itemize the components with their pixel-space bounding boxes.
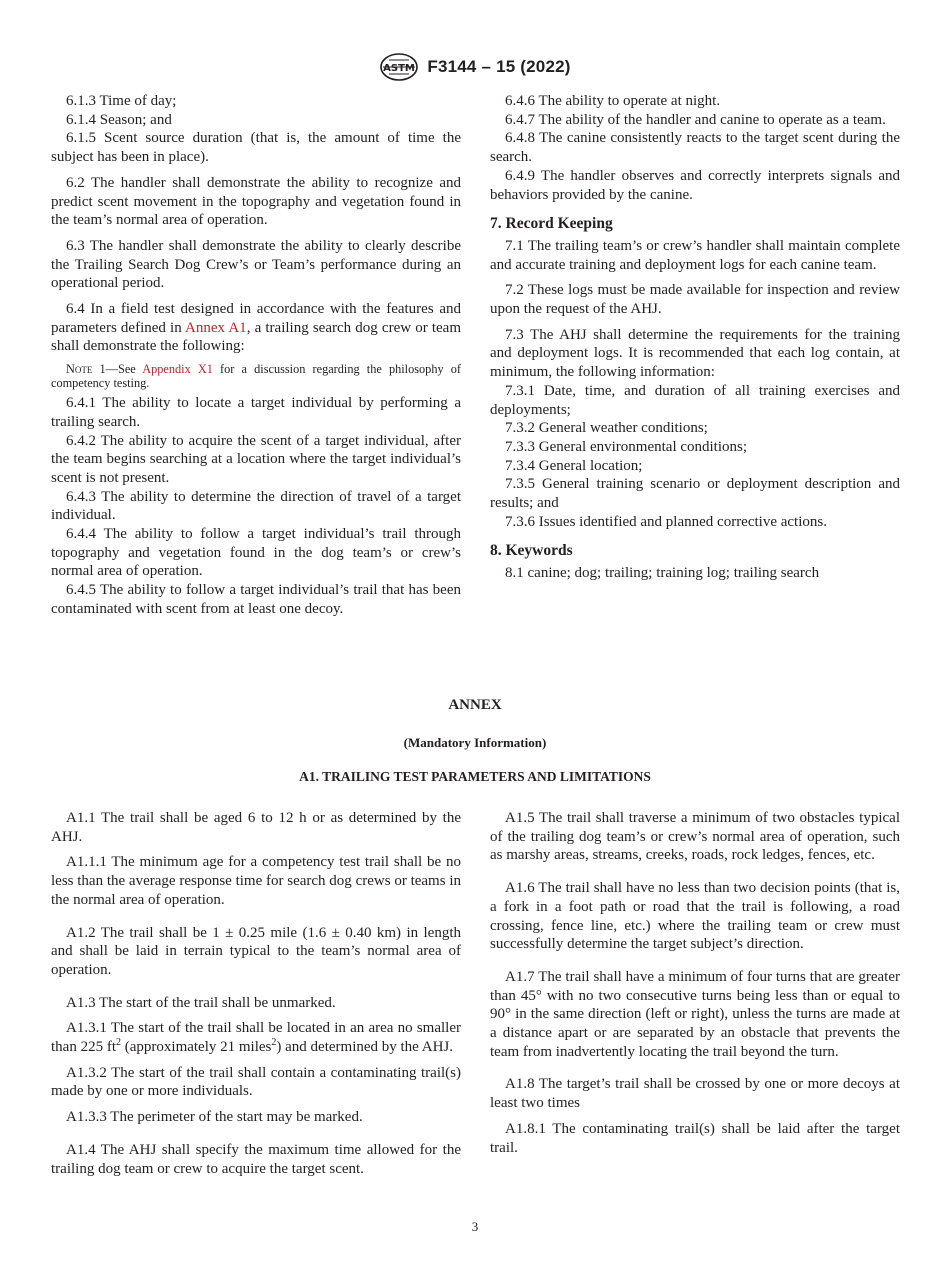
section-8-heading: 8. Keywords [490,542,573,560]
para-a1-2: A1.2 The trail shall be 1 ± 0.25 mile (1.6 ± 0.40 km) in length and shall be laid in terrain typical to the team’s normal area of operation. [51,924,461,978]
para-6-4-7: 6.4.7 The ability of the handler and canine to operate as a team. [505,111,886,128]
para-a1-8: A1.8 The target’s trail shall be crossed by one or more decoys at least two times [490,1076,900,1112]
para-7-3-5: 7.3.5 General training scenario or deployment description and results; and [490,476,900,512]
para-6-3: 6.3 The handler shall demonstrate the ability to clearly describe the Trailing Search Dog Crew’s or Team’s performance during an operational period. [51,237,461,292]
para-6-4-5: 6.4.5 The ability to follow a target individual’s trail that has been contaminated with scent from at least one decoy. [51,582,461,617]
para-7-3-3: 7.3.3 General environmental conditions; [505,438,748,455]
annex-a1-link[interactable]: Annex A1 [185,319,247,336]
para-6-4: 6.4 In a field test designed in accordance with the features and parameters defined in Annex A1, a trailing search dog crew or team shall demonstrate the following: [51,301,461,355]
para-a1-3-2: A1.3.2 The start of the trail shall contain a contaminating trail(s) made by one or more individuals. [51,1064,461,1100]
appendix-x1-link[interactable]: Appendix X1 [142,362,213,377]
para-6-4-9: 6.4.9 The handler observes and correctly interprets signals and behaviors provided by the canine. [490,167,900,203]
annex-subtitle: (Mandatory Information) [403,735,547,750]
para-7-3-6: 7.3.6 Issues identified and planned corrective actions. [505,513,827,530]
para-6-4-6: 6.4.6 The ability to operate at night. [505,93,721,109]
annex-right-column [490,809,900,1157]
left-column-upper [51,92,461,619]
astm-logo-icon [379,52,419,82]
note-1: Note 1—See Appendix X1 for a discussion regarding the philosophy of competency testing. [51,362,462,391]
para-a1-1-1: A1.1.1 The minimum age for a competency test trail shall be no less than the average response time for search dog crews or teams in the normal area of operation. [51,854,461,908]
para-a1-3: A1.3 The start of the trail shall be unmarked. [66,994,336,1011]
para-a1-4: A1.4 The AHJ shall specify the maximum time allowed for the trailing dog team or crew to acquire the target scent. [51,1141,461,1177]
para-a1-6: A1.6 The trail shall have no less than two decision points (that is, a fork in a foot path or road that the trail is following, a road crossing, fence line, etc.) where the trailing team or crew must successfully determine the target subject’s direction. [490,880,900,953]
annex-left-column [51,809,461,1178]
para-a1-7: A1.7 The trail shall have a minimum of four turns that are greater than 45° with no two consecutive turns being less than or equal to 90° in the same direction (left or right), unless the turns are made at a distance apart or are separated by an obstacle that prevents the team from inadvertently locating the trail beyond the turn. [490,968,900,1060]
right-column-upper [490,92,900,583]
annex-section-title: A1. TRAILING TEST PARAMETERS AND LIMITATIONS [299,769,651,784]
para-a1-1: A1.1 The trail shall be aged 6 to 12 h or as determined by the AHJ. [51,810,461,845]
para-7-3-2: 7.3.2 General weather conditions; [505,420,708,437]
para-6-4-4: 6.4.4 The ability to follow a target individual’s trail through topography and vegetation found in the dog team’s or crew’s normal area of operation. [51,526,461,580]
para-a1-3-3: A1.3.3 The perimeter of the start may be marked. [66,1109,363,1126]
para-a1-8-1: A1.8.1 The contaminating trail(s) shall be laid after the target trail. [490,1120,900,1156]
para-6-4-8: 6.4.8 The canine consistently reacts to the target scent during the search. [490,130,900,166]
para-6-4-3: 6.4.3 The ability to determine the direction of travel of a target individual. [51,488,461,524]
para-6-1-5: 6.1.5 Scent source duration (that is, the amount of time the subject has been in place). [51,130,461,166]
section-7-heading: 7. Record Keeping [490,215,613,233]
para-a1-5: A1.5 The trail shall traverse a minimum of two obstacles typical of the trailing dog team’s or crew’s normal area of operation, such as marshy areas, streams, creeks, roads, rock ledges, fences, etc. [490,810,900,864]
page-header [0,52,950,82]
para-6-2: 6.2 The handler shall demonstrate the ability to recognize and predict scent movement in the topography and vegetation found in the team’s normal area of operation. [51,174,461,229]
para-7-2: 7.2 These logs must be made available for inspection and review upon the request of the AHJ. [490,282,900,318]
para-7-3-1: 7.3.1 Date, time, and duration of all training exercises and deployments; [490,382,900,418]
svg-text:ASTM: ASTM [383,63,416,74]
para-8-1: 8.1 canine; dog; trailing; training log; trailing search [505,565,820,582]
para-6-1-4: 6.1.4 Season; and [66,111,172,128]
para-7-1: 7.1 The trailing team’s or crew’s handler shall maintain complete and accurate training and deployment logs for each canine team. [490,237,900,273]
page-number: 3 [471,1219,479,1234]
para-7-3-4: 7.3.4 General location; [505,457,643,474]
para-6-1-3: 6.1.3 Time of day; [66,93,177,109]
para-a1-3-1: A1.3.1 The start of the trail shall be located in an area no smaller than 225 $ft^2$ (approximately 21 miles$^2$) and determined by the AHJ. [51,1020,461,1056]
standard-designation: F3144 – 15 (2022) [427,57,571,76]
annex-title: ANNEX [448,697,502,713]
para-6-4-2: 6.4.2 The ability to acquire the scent of a target individual, after the team begins searching at a location where the target individual’s scent is not present. [51,432,461,486]
para-6-4-1: 6.4.1 The ability to locate a target individual by performing a trailing search. [51,395,461,430]
para-7-3: 7.3 The AHJ shall determine the requirements for the training and deployment logs. It is recommended that each log contain, at minimum, the following information: [490,326,900,381]
